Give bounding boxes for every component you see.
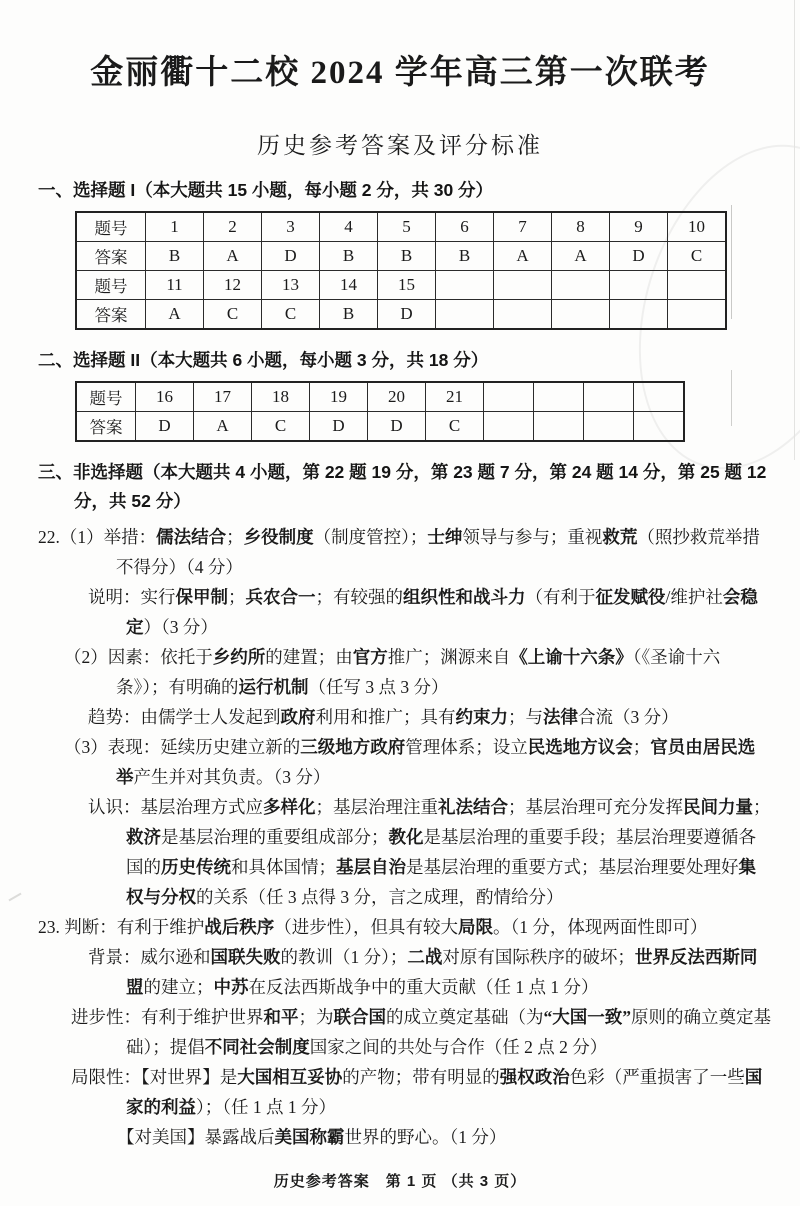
answer-cell: D [610, 242, 668, 271]
answer-text: 进步性：有利于维护世界 [71, 1007, 264, 1027]
answer-line [0, 1062, 772, 1122]
answer-text: 是基层治理的重要组成部分； [161, 827, 389, 847]
answer-cell: 12 [204, 271, 262, 300]
key-point-text: 集权与分权 [126, 857, 756, 907]
answer-cell [436, 271, 494, 300]
answer-text: ； [226, 527, 244, 547]
answer-line [0, 642, 772, 702]
key-point-text: 中苏 [213, 977, 249, 997]
answer-line [0, 942, 772, 1002]
answer-cell [484, 382, 534, 412]
answer-line [0, 702, 772, 732]
key-point-text: 国家的利益 [126, 1067, 763, 1117]
answer-cell: C [252, 412, 310, 442]
answer-text: ； [753, 797, 771, 817]
answer-cell: 6 [436, 212, 494, 242]
row-label-cell: 答案 [76, 300, 146, 330]
answer-cell: 18 [252, 382, 310, 412]
answer-cell: 5 [378, 212, 436, 242]
key-point-text: 强权政治 [499, 1067, 570, 1087]
answer-cell [552, 271, 610, 300]
answer-text: 在反法西斯战争中的重大贡献（任 1 点 1 分） [248, 977, 599, 997]
answer-text: （有利于 [525, 587, 596, 607]
answer-text: ）（3 分） [143, 617, 218, 637]
answer-cell: 1 [146, 212, 204, 242]
key-point-text: 世界反法西斯同盟 [126, 947, 758, 997]
answer-cell [436, 300, 494, 330]
row-label-cell: 答案 [76, 412, 136, 442]
key-point-text: “大国一致” [543, 1007, 631, 1027]
answer-cell: 16 [136, 382, 194, 412]
exam-title: 金丽衢十二校 2024 学年高三第一次联考 [90, 55, 710, 91]
answer-cell [634, 412, 685, 442]
answer-cell: A [146, 300, 204, 330]
answer-text: ；为 [298, 1007, 334, 1027]
answer-cell [494, 300, 552, 330]
key-point-text: 多样化 [263, 797, 316, 817]
answer-line [0, 792, 772, 912]
key-point-text: 乡约所 [212, 647, 266, 667]
answer-cell: 19 [310, 382, 368, 412]
row-label-cell: 题号 [76, 212, 146, 242]
answer-cell: 7 [494, 212, 552, 242]
answer-text: 22.（1）举措： [38, 527, 157, 547]
key-point-text: 大国相互妥协 [237, 1067, 343, 1087]
choice-answers-table-2 [75, 381, 685, 442]
answer-cell: 21 [426, 382, 484, 412]
answer-cell: C [262, 300, 320, 330]
answer-text: ；与 [508, 707, 543, 727]
key-point-text: 不同社会制度 [204, 1037, 310, 1057]
answer-text: （照抄救荒举措不得分）（4 分） [116, 527, 760, 577]
choice-answers-table-1 [75, 211, 727, 330]
answer-cell [610, 271, 668, 300]
answer-cell: B [320, 300, 378, 330]
key-point-text: 民选地方议会 [527, 737, 633, 757]
answer-text: ；基层治理注重 [315, 797, 438, 817]
answer-cell: 14 [320, 271, 378, 300]
key-point-text: 教化 [388, 827, 424, 847]
answer-text: 。（1 分，体现两面性即可） [493, 917, 708, 937]
answer-cell: A [494, 242, 552, 271]
answer-text: 产生并对其负责。（3 分） [133, 767, 331, 787]
answer-text: 的建立； [143, 977, 214, 997]
answer-text: （进步性），但具有较大 [274, 917, 458, 937]
key-point-text: 救荒 [602, 527, 638, 547]
answer-text: 领导与参与；重视 [462, 527, 603, 547]
table-row [76, 271, 726, 300]
answer-cell [584, 382, 634, 412]
answer-text: 的关系（任 3 点得 3 分，言之成理，酌情给分） [196, 887, 564, 907]
answer-key-subtitle: 历史参考答案及评分标准 [257, 133, 543, 158]
answer-text: ； [228, 587, 246, 607]
answer-line [0, 1002, 772, 1062]
answer-text: 是基层治理的重要方式；基层治理要处理好 [406, 857, 739, 877]
answer-cell: B [146, 242, 204, 271]
key-point-text: 局限 [458, 917, 493, 937]
row-label-cell: 题号 [76, 271, 146, 300]
key-point-text: 美国称霸 [274, 1127, 345, 1147]
answer-text: 色彩（严重损害了一些 [569, 1067, 745, 1087]
answer-text: 23. 判断：有利于维护 [38, 917, 205, 937]
key-point-text: 基层自治 [336, 857, 406, 877]
answer-text: （制度管控）； [313, 527, 428, 547]
key-point-text: 儒法结合 [156, 527, 227, 547]
row-label-cell: 答案 [76, 242, 146, 271]
key-point-text: 征发赋役 [595, 587, 666, 607]
key-point-text: 法律 [543, 707, 578, 727]
answer-cell: 2 [204, 212, 262, 242]
answer-text: 的成立奠定基础（为 [386, 1007, 544, 1027]
section2-heading: 二、选择题 II（本大题共 6 小题，每小题 3 分，共 18 分） [38, 350, 489, 370]
answer-text: 背景：威尔逊和 [88, 947, 211, 967]
answer-text: 利用和推广；具有 [315, 707, 456, 727]
key-point-text: 官方 [352, 647, 388, 667]
answer-cell [552, 300, 610, 330]
key-point-text: 礼法结合 [438, 797, 508, 817]
answer-text: 认识：基层治理方式应 [88, 797, 263, 817]
table-row [76, 412, 684, 442]
key-point-text: 和平 [263, 1007, 299, 1027]
answer-cell: 11 [146, 271, 204, 300]
answer-text: 【对美国】暴露战后 [117, 1127, 275, 1147]
answer-text: 的产物；带有明显的 [342, 1067, 500, 1087]
answer-cell: 15 [378, 271, 436, 300]
answer-text: （《圣谕十六条》）；有明确的 [116, 647, 721, 697]
key-point-text: 约束力 [455, 707, 508, 727]
key-point-text: 组织性和战斗力 [403, 587, 526, 607]
key-point-text: 二战 [407, 947, 443, 967]
answer-text: 世界的野心。（1 分） [344, 1127, 507, 1147]
answer-text: 推广；渊源来自 [387, 647, 511, 667]
answer-cell: 17 [194, 382, 252, 412]
answer-cell: 20 [368, 382, 426, 412]
answer-text: 说明：实行 [88, 587, 176, 607]
answer-text: （任写 3 点 3 分） [308, 677, 449, 697]
answer-cell: B [436, 242, 494, 271]
answer-text: 趋势：由儒学士人发起到 [88, 707, 281, 727]
answer-line [0, 522, 772, 582]
answer-cell: C [668, 242, 727, 271]
key-point-text: 国联失败 [210, 947, 281, 967]
answer-cell: A [552, 242, 610, 271]
section3-heading: 三、非选择题（本大题共 4 小题，第 22 题 19 分，第 23 题 7 分，第 24 题 14 分，第 25 题 12 分，共 52 分） [38, 462, 767, 511]
answer-cell: 13 [262, 271, 320, 300]
answer-text: 合流（3 分） [578, 707, 679, 727]
answer-line [0, 732, 772, 792]
key-point-text: 历史传统 [161, 857, 231, 877]
answer-cell [610, 300, 668, 330]
answer-cell: 8 [552, 212, 610, 242]
answer-cell [584, 412, 634, 442]
key-point-text: 官员由居民选举 [116, 737, 756, 787]
answer-text: 国家之间的共处与合作（任 2 点 2 分） [309, 1037, 608, 1057]
answer-cell [494, 271, 552, 300]
key-point-text: 救济 [126, 827, 161, 847]
answer-cell: 10 [668, 212, 727, 242]
answer-text: /维护社 [665, 587, 723, 607]
answer-line [0, 912, 772, 942]
row-label-cell: 题号 [76, 382, 136, 412]
page-footer: 历史参考答案 第 1 页 （共 3 页） [273, 1173, 527, 1190]
key-point-text: 乡役制度 [243, 527, 314, 547]
answer-text: 的教训（1 分）； [280, 947, 408, 967]
answer-cell: D [368, 412, 426, 442]
section1-heading: 一、选择题 I（本大题共 15 小题，每小题 2 分，共 30 分） [38, 180, 494, 200]
key-point-text: 会稳定 [126, 587, 758, 637]
answer-cell: A [194, 412, 252, 442]
answer-text: ； [632, 737, 651, 757]
answer-text: 管理体系；设立 [405, 737, 528, 757]
key-point-text: 战后秩序 [204, 917, 275, 937]
key-point-text: 民间力量 [683, 797, 753, 817]
table-row [76, 242, 726, 271]
answer-cell: B [320, 242, 378, 271]
answer-text: 局限性：【对世界】是 [71, 1067, 238, 1087]
answer-cell [534, 412, 584, 442]
answer-cell [668, 271, 727, 300]
answer-line [0, 1122, 772, 1152]
key-point-text: 三级地方政府 [300, 737, 406, 757]
key-point-text: 《上谕十六条》 [510, 647, 633, 667]
answer-cell: D [262, 242, 320, 271]
key-point-text: 运行机制 [238, 677, 309, 697]
answer-cell: C [204, 300, 262, 330]
answer-text: ）；（任 1 点 1 分） [196, 1097, 336, 1117]
answer-cell [484, 412, 534, 442]
free-response-answers [0, 522, 800, 1152]
answer-cell: D [378, 300, 436, 330]
table-row [76, 300, 726, 330]
key-point-text: 兵农合一 [245, 587, 316, 607]
answer-text: 和具体国情； [231, 857, 336, 877]
answer-text: ；基层治理可充分发挥 [508, 797, 683, 817]
key-point-text: 士绅 [427, 527, 463, 547]
answer-text: （3）表现：延续历史建立新的 [64, 737, 301, 757]
answer-cell: 4 [320, 212, 378, 242]
answer-text: 原则的确立奠定基础）；提倡 [126, 1007, 771, 1057]
answer-cell: D [136, 412, 194, 442]
table-row [76, 382, 684, 412]
key-point-text: 联合国 [333, 1007, 386, 1027]
key-point-text: 保甲制 [175, 587, 228, 607]
answer-cell: 9 [610, 212, 668, 242]
answer-cell: 3 [262, 212, 320, 242]
answer-text: ；有较强的 [315, 587, 403, 607]
answer-text: （2）因素：依托于 [64, 647, 213, 667]
answer-text: 是基层治理的重要手段；基层治理要遵循各国的 [126, 827, 756, 877]
answer-cell: D [310, 412, 368, 442]
answer-line [0, 582, 772, 642]
answer-cell: C [426, 412, 484, 442]
answer-text: 对原有国际秩序的破坏； [442, 947, 635, 967]
table-row [76, 212, 726, 242]
answer-text: 的建置；由 [265, 647, 353, 667]
answer-cell [634, 382, 685, 412]
answer-cell: B [378, 242, 436, 271]
answer-cell [668, 300, 727, 330]
answer-cell: A [204, 242, 262, 271]
key-point-text: 政府 [280, 707, 316, 727]
answer-cell [534, 382, 584, 412]
